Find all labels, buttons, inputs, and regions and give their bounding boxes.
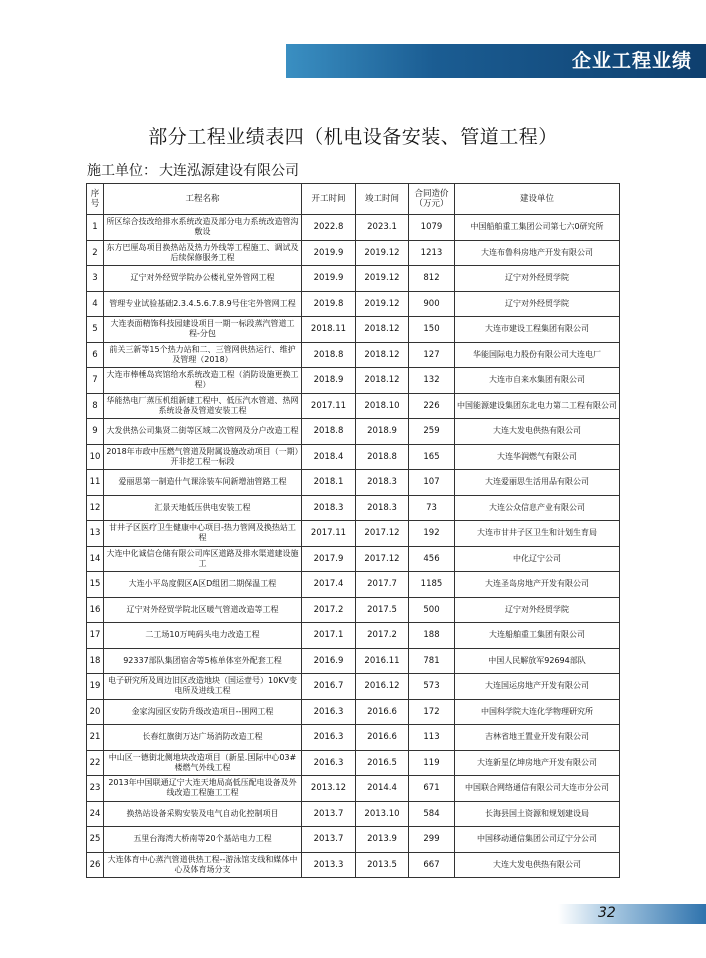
cell-end-date: 2019.12 <box>356 240 409 266</box>
cell-end-date: 2017.7 <box>356 572 409 598</box>
cell-end-date: 2013.10 <box>356 801 409 827</box>
cell-end-date: 2018.8 <box>356 444 409 470</box>
section-banner: 企业工程业绩 <box>286 44 706 78</box>
cell-start-date: 2017.11 <box>302 521 356 547</box>
cell-end-date: 2018.3 <box>356 495 409 521</box>
cell-contract-value: 456 <box>409 546 455 572</box>
cell-client: 中国联合网络通信有限公司大连市分公司 <box>455 776 620 802</box>
cell-index: 5 <box>87 317 104 343</box>
cell-client: 大连新星亿坤房地产开发有限公司 <box>455 750 620 776</box>
cell-start-date: 2018.1 <box>302 470 356 496</box>
cell-index: 8 <box>87 393 104 419</box>
table-row <box>87 444 620 470</box>
cell-client: 辽宁对外经贸学院 <box>455 597 620 623</box>
table-row <box>87 597 620 623</box>
cell-start-date: 2022.8 <box>302 215 356 241</box>
cell-contract-value: 1079 <box>409 215 455 241</box>
table-row <box>87 648 620 674</box>
cell-contract-value: 573 <box>409 674 455 700</box>
cell-end-date: 2018.12 <box>356 342 409 368</box>
table-row <box>87 725 620 751</box>
cell-contract-value: 113 <box>409 725 455 751</box>
cell-contract-value: 259 <box>409 419 455 445</box>
page-number: 32 <box>598 905 616 921</box>
cell-project-name: 电子研究所及周边旧区改造地块（国运壹号）10KV变电所及进线工程 <box>104 674 302 700</box>
cell-project-name: 金家沟园区安防升级改造项目--围网工程 <box>104 699 302 725</box>
table-row <box>87 699 620 725</box>
cell-index: 7 <box>87 368 104 394</box>
cell-start-date: 2013.3 <box>302 852 356 878</box>
cell-start-date: 2017.1 <box>302 623 356 649</box>
table-row <box>87 419 620 445</box>
cell-contract-value: 584 <box>409 801 455 827</box>
cell-start-date: 2018.9 <box>302 368 356 394</box>
cell-index: 15 <box>87 572 104 598</box>
cell-client: 中国船舶重工集团公司第七六0研究所 <box>455 215 620 241</box>
cell-project-name: 大连表面精饰科技园建设项目一期一标段蒸汽管道工程-分包 <box>104 317 302 343</box>
cell-start-date: 2019.9 <box>302 240 356 266</box>
cell-index: 12 <box>87 495 104 521</box>
cell-project-name: 甘井子区医疗卫生健康中心项目-热力管网及换热站工程 <box>104 521 302 547</box>
table-row <box>87 393 620 419</box>
cell-client: 大连公众信息产业有限公司 <box>455 495 620 521</box>
cell-index: 6 <box>87 342 104 368</box>
cell-end-date: 2023.1 <box>356 215 409 241</box>
cell-client: 中国科学院大连化学物理研究所 <box>455 699 620 725</box>
cell-start-date: 2013.7 <box>302 801 356 827</box>
table-row <box>87 342 620 368</box>
cell-start-date: 2013.12 <box>302 776 356 802</box>
cell-start-date: 2016.3 <box>302 699 356 725</box>
cell-contract-value: 812 <box>409 266 455 292</box>
cell-start-date: 2017.4 <box>302 572 356 598</box>
table-row <box>87 852 620 878</box>
col-header-project: 工程名称 <box>104 184 302 215</box>
cell-client: 大连圣岛房地产开发有限公司 <box>455 572 620 598</box>
cell-contract-value: 781 <box>409 648 455 674</box>
cell-project-name: 大连中化诚信仓储有限公司库区道路及排水渠道建设施工 <box>104 546 302 572</box>
cell-index: 23 <box>87 776 104 802</box>
cell-contract-value: 299 <box>409 827 455 853</box>
cell-index: 17 <box>87 623 104 649</box>
cell-end-date: 2013.9 <box>356 827 409 853</box>
cell-end-date: 2017.5 <box>356 597 409 623</box>
cell-contract-value: 119 <box>409 750 455 776</box>
col-header-end: 竣工时间 <box>356 184 409 215</box>
table-body <box>87 215 620 878</box>
cell-end-date: 2014.4 <box>356 776 409 802</box>
cell-client: 吉林省地王置业开发有限公司 <box>455 725 620 751</box>
table-row <box>87 521 620 547</box>
cell-project-name: 92337部队集团宿舍等5栋单体室外配套工程 <box>104 648 302 674</box>
cell-start-date: 2018.4 <box>302 444 356 470</box>
cell-index: 1 <box>87 215 104 241</box>
cell-client: 长海县国土资源和规划建设局 <box>455 801 620 827</box>
cell-index: 3 <box>87 266 104 292</box>
cell-project-name: 爱丽思第一制造什气课涂装车间新增油管路工程 <box>104 470 302 496</box>
performance-table <box>86 183 620 878</box>
cell-index: 13 <box>87 521 104 547</box>
contractor-name: 大连泓源建设有限公司 <box>159 163 299 179</box>
table-row <box>87 470 620 496</box>
cell-project-name: 辽宁对外经贸学院办公楼礼堂外管网工程 <box>104 266 302 292</box>
cell-client: 大连爱丽思生活用品有限公司 <box>455 470 620 496</box>
cell-end-date: 2013.5 <box>356 852 409 878</box>
cell-start-date: 2016.3 <box>302 725 356 751</box>
table-row <box>87 368 620 394</box>
cell-project-name: 汇景天地低压供电安装工程 <box>104 495 302 521</box>
col-header-index: 序号 <box>87 184 104 215</box>
cell-client: 中国移动通信集团公司辽宁分公司 <box>455 827 620 853</box>
cell-client: 大连市甘井子区卫生和计划生育局 <box>455 521 620 547</box>
table-row <box>87 291 620 317</box>
cell-index: 10 <box>87 444 104 470</box>
cell-index: 20 <box>87 699 104 725</box>
cell-contract-value: 500 <box>409 597 455 623</box>
cell-end-date: 2016.6 <box>356 699 409 725</box>
cell-project-name: 管理专业试验基础2.3.4.5.6.7.8.9号住宅外管网工程 <box>104 291 302 317</box>
cell-client: 大连市建设工程集团有限公司 <box>455 317 620 343</box>
cell-start-date: 2016.9 <box>302 648 356 674</box>
cell-client: 大连布鲁科房地产开发有限公司 <box>455 240 620 266</box>
cell-index: 2 <box>87 240 104 266</box>
cell-index: 26 <box>87 852 104 878</box>
table-row <box>87 317 620 343</box>
cell-end-date: 2018.12 <box>356 317 409 343</box>
cell-project-name: 五里台海湾大桥南等20个基站电力工程 <box>104 827 302 853</box>
cell-contract-value: 900 <box>409 291 455 317</box>
cell-end-date: 2018.9 <box>356 419 409 445</box>
cell-end-date: 2016.11 <box>356 648 409 674</box>
cell-index: 25 <box>87 827 104 853</box>
cell-start-date: 2018.8 <box>302 342 356 368</box>
cell-contract-value: 107 <box>409 470 455 496</box>
table-row <box>87 240 620 266</box>
cell-index: 22 <box>87 750 104 776</box>
cell-index: 11 <box>87 470 104 496</box>
cell-client: 中国能源建设集团东北电力第二工程有限公司 <box>455 393 620 419</box>
cell-end-date: 2016.12 <box>356 674 409 700</box>
cell-index: 19 <box>87 674 104 700</box>
cell-client: 辽宁对外经贸学院 <box>455 291 620 317</box>
cell-start-date: 2013.7 <box>302 827 356 853</box>
cell-client: 大连大发电供热有限公司 <box>455 419 620 445</box>
cell-index: 18 <box>87 648 104 674</box>
table-row <box>87 750 620 776</box>
cell-contract-value: 165 <box>409 444 455 470</box>
cell-contract-value: 127 <box>409 342 455 368</box>
cell-contract-value: 73 <box>409 495 455 521</box>
table-row <box>87 674 620 700</box>
cell-index: 4 <box>87 291 104 317</box>
cell-contract-value: 226 <box>409 393 455 419</box>
cell-end-date: 2017.12 <box>356 521 409 547</box>
contractor-line <box>87 160 299 180</box>
col-header-cost: 合同造价（万元） <box>409 184 455 215</box>
cell-start-date: 2017.9 <box>302 546 356 572</box>
cell-end-date: 2017.12 <box>356 546 409 572</box>
cell-index: 16 <box>87 597 104 623</box>
table-row <box>87 801 620 827</box>
cell-client: 中国人民解放军92694部队 <box>455 648 620 674</box>
cell-start-date: 2016.3 <box>302 750 356 776</box>
table-row <box>87 827 620 853</box>
cell-contract-value: 667 <box>409 852 455 878</box>
contractor-label: 施工单位： <box>87 163 157 179</box>
cell-client: 大连市自来水集团有限公司 <box>455 368 620 394</box>
cell-client: 大连华润燃气有限公司 <box>455 444 620 470</box>
cell-client: 大连国运房地产开发有限公司 <box>455 674 620 700</box>
cell-end-date: 2017.2 <box>356 623 409 649</box>
cell-start-date: 2018.8 <box>302 419 356 445</box>
table-row <box>87 776 620 802</box>
cell-contract-value: 132 <box>409 368 455 394</box>
cell-project-name: 换热站设备采购安装及电气自动化控制项目 <box>104 801 302 827</box>
cell-end-date: 2018.12 <box>356 368 409 394</box>
cell-client: 辽宁对外经贸学院 <box>455 266 620 292</box>
cell-start-date: 2017.11 <box>302 393 356 419</box>
cell-project-name: 大连小平岛度假区A区D组团二期保温工程 <box>104 572 302 598</box>
cell-end-date: 2018.10 <box>356 393 409 419</box>
cell-project-name: 2013年中国联通辽宁大连天地局高低压配电设备及外线改造工程施工工程 <box>104 776 302 802</box>
table-row <box>87 572 620 598</box>
cell-project-name: 中山区一德街北侧地块改造项目（新星.国际中心03#楼燃气外线工程 <box>104 750 302 776</box>
table-row <box>87 546 620 572</box>
cell-client: 大连船舶重工集团有限公司 <box>455 623 620 649</box>
cell-end-date: 2016.5 <box>356 750 409 776</box>
table-row <box>87 266 620 292</box>
table-row <box>87 495 620 521</box>
cell-contract-value: 671 <box>409 776 455 802</box>
cell-end-date: 2016.6 <box>356 725 409 751</box>
cell-client: 华能国际电力股份有限公司大连电厂 <box>455 342 620 368</box>
cell-start-date: 2019.8 <box>302 291 356 317</box>
cell-project-name: 二工场10万吨码头电力改造工程 <box>104 623 302 649</box>
cell-contract-value: 172 <box>409 699 455 725</box>
cell-contract-value: 188 <box>409 623 455 649</box>
cell-index: 24 <box>87 801 104 827</box>
cell-end-date: 2018.3 <box>356 470 409 496</box>
cell-project-name: 2018年市政中压燃气管道及附属设施改动项目（一期）开非挖工程一标段 <box>104 444 302 470</box>
cell-contract-value: 1213 <box>409 240 455 266</box>
table-header-row <box>87 184 620 215</box>
cell-project-name: 大连体育中心蒸汽管道供热工程--游泳馆支线和媒体中心及体育场分支 <box>104 852 302 878</box>
cell-project-name: 长春红旗街万达广场消防改造工程 <box>104 725 302 751</box>
cell-start-date: 2016.7 <box>302 674 356 700</box>
cell-end-date: 2019.12 <box>356 291 409 317</box>
table-row <box>87 623 620 649</box>
cell-project-name: 华能热电厂蒸压机组新建工程中、低压汽水管道、热网系统设备及管道安装工程 <box>104 393 302 419</box>
cell-contract-value: 150 <box>409 317 455 343</box>
cell-index: 21 <box>87 725 104 751</box>
cell-start-date: 2018.11 <box>302 317 356 343</box>
col-header-start: 开工时间 <box>302 184 356 215</box>
cell-start-date: 2019.9 <box>302 266 356 292</box>
page-number-bar <box>558 904 706 924</box>
table-row <box>87 215 620 241</box>
cell-project-name: 辽宁对外经贸学院北区暖气管道改造等工程 <box>104 597 302 623</box>
cell-project-name: 大连市棒棰岛宾馆给水系统改造工程（消防设施更换工程） <box>104 368 302 394</box>
cell-project-name: 东方巴厘岛项目换热站及热力外线等工程施工、调试及后续保修服务工程 <box>104 240 302 266</box>
cell-project-name: 所区综合技改给排水系统改造及部分电力系统改造管沟敷设 <box>104 215 302 241</box>
cell-contract-value: 192 <box>409 521 455 547</box>
cell-project-name: 大发供热公司集贤二街等区域二次管网及分户改造工程 <box>104 419 302 445</box>
cell-project-name: 前关三新等15个热力站和二、三管网供热运行、维护及管理（2018） <box>104 342 302 368</box>
cell-index: 9 <box>87 419 104 445</box>
cell-end-date: 2019.12 <box>356 266 409 292</box>
cell-contract-value: 1185 <box>409 572 455 598</box>
page-title: 部分工程业绩表四（机电设备安装、管道工程） <box>148 126 558 148</box>
cell-client: 中化辽宁公司 <box>455 546 620 572</box>
cell-client: 大连大发电供热有限公司 <box>455 852 620 878</box>
cell-index: 14 <box>87 546 104 572</box>
col-header-client: 建设单位 <box>455 184 620 215</box>
cell-start-date: 2018.3 <box>302 495 356 521</box>
cell-start-date: 2017.2 <box>302 597 356 623</box>
